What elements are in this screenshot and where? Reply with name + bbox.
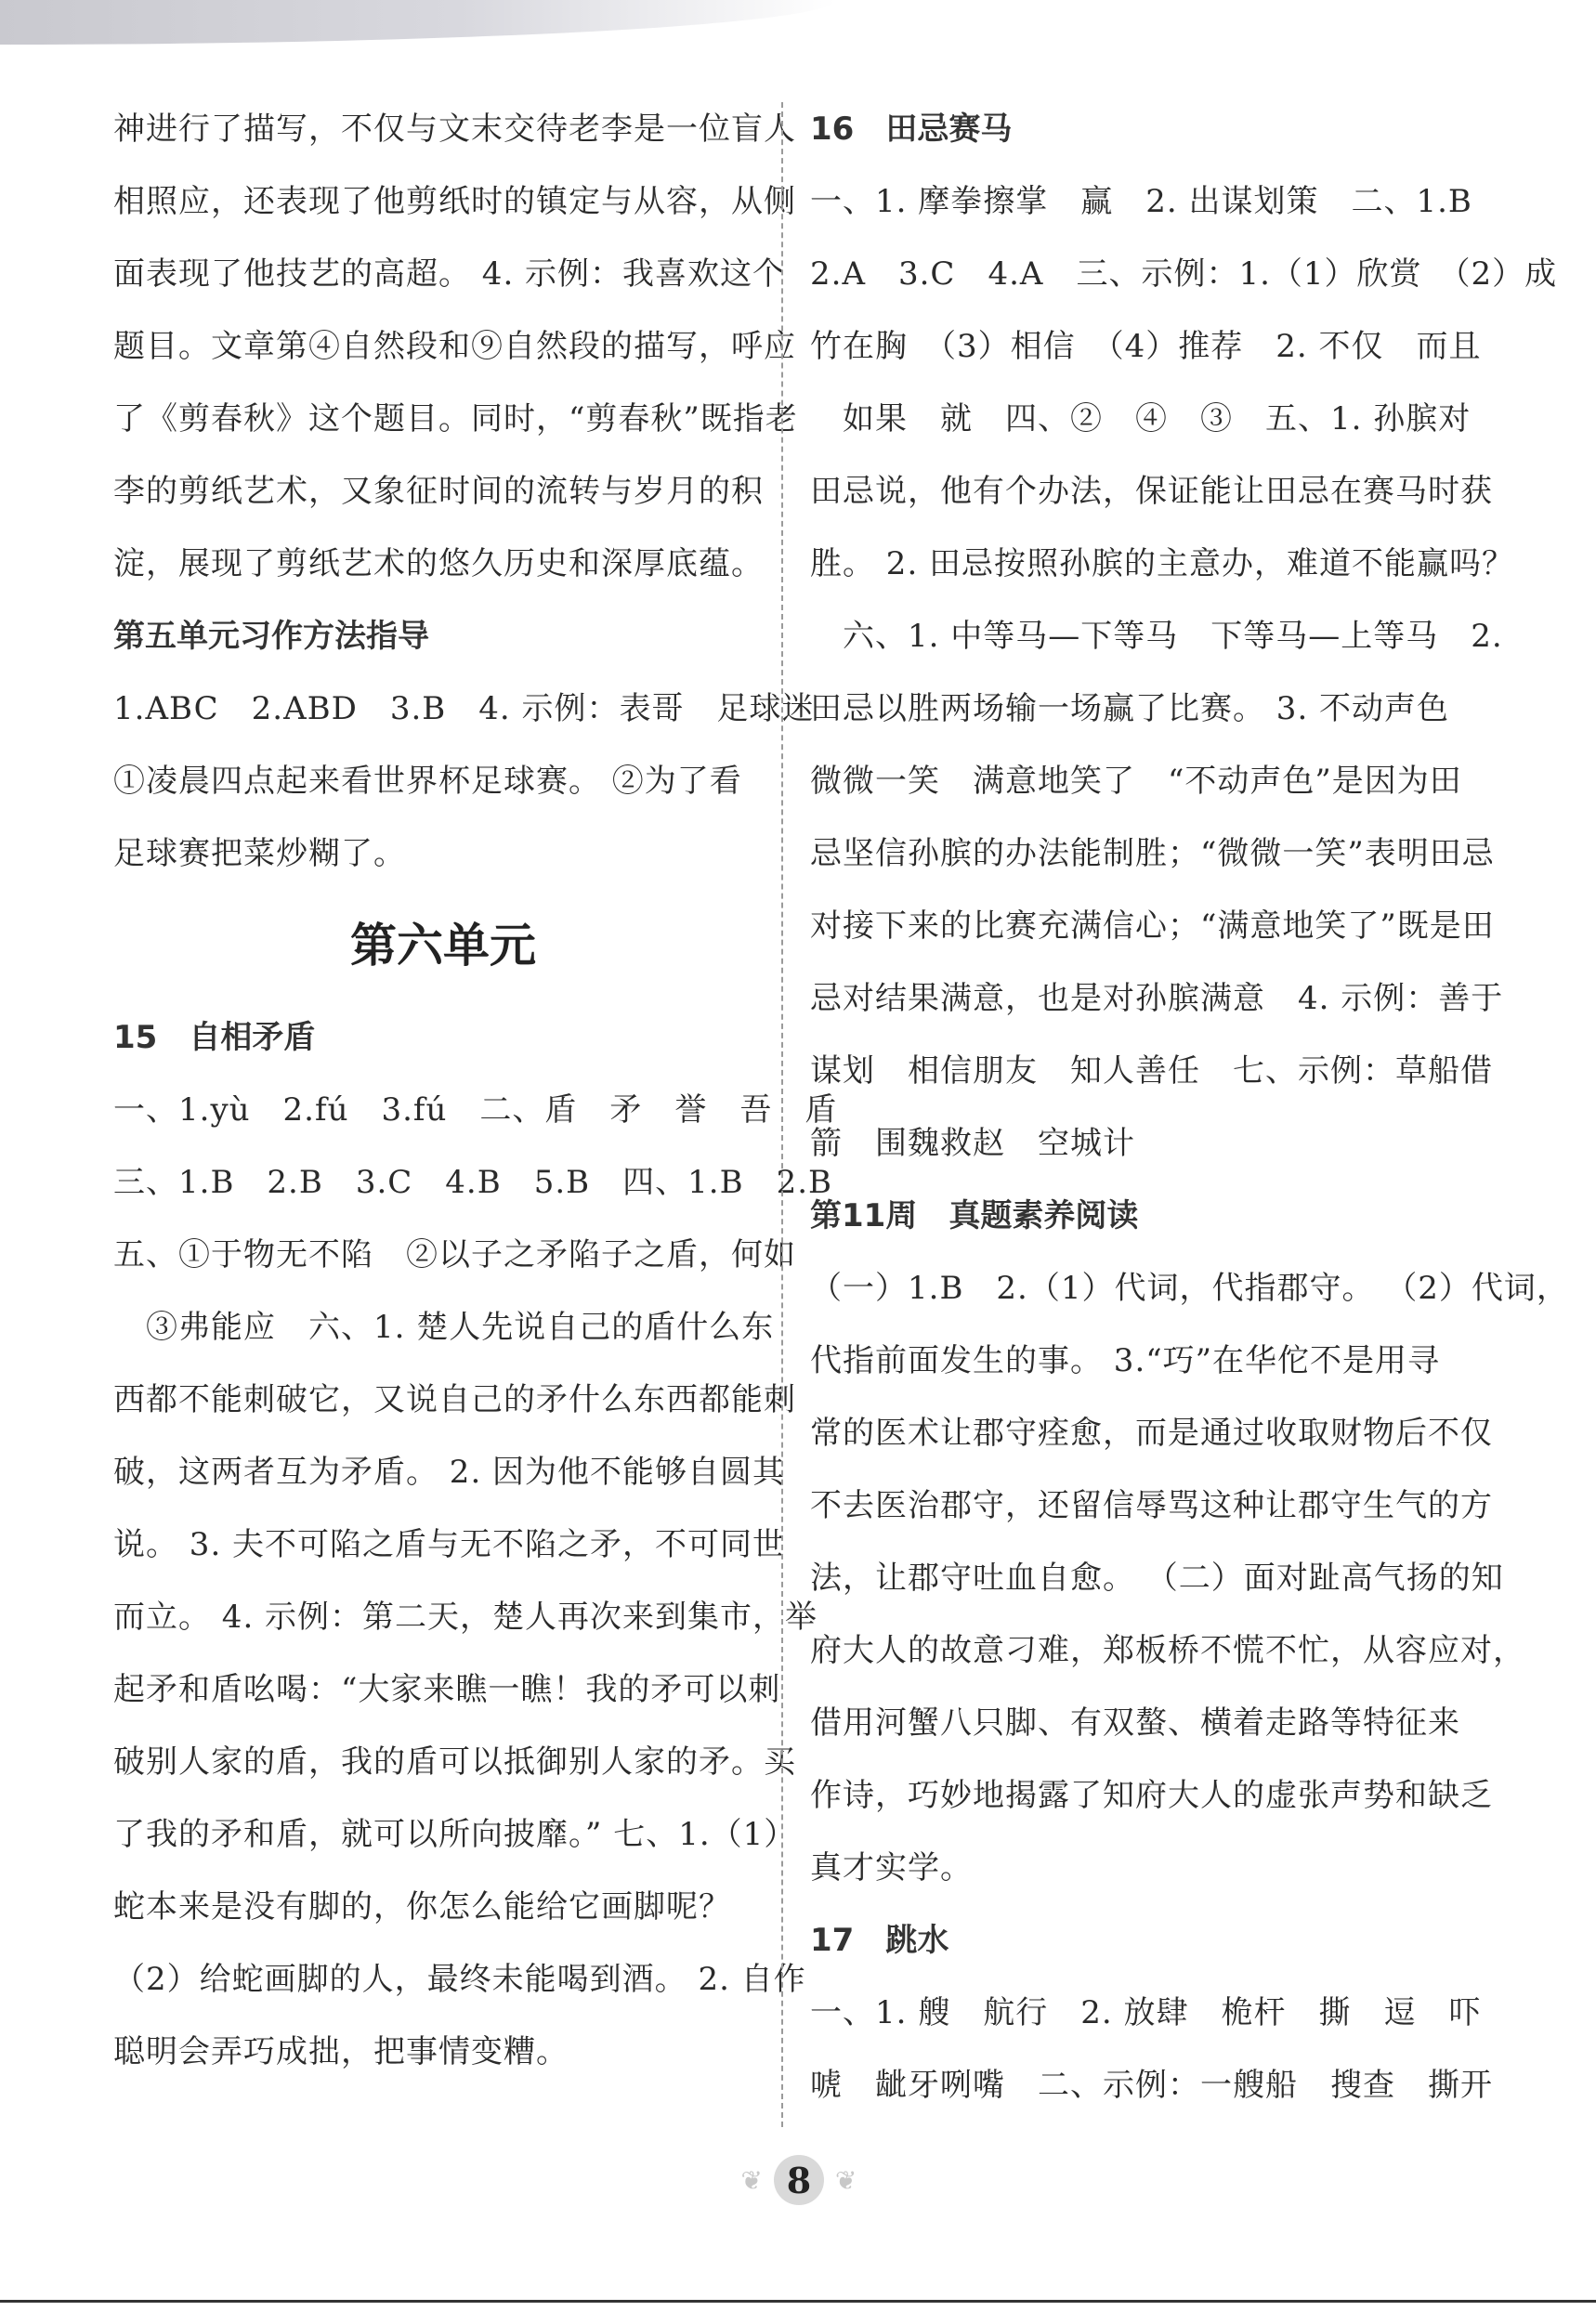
section-heading: 第11周 真题素养阅读 <box>810 1197 1139 1234</box>
text-line: ①凌晨四点起来看世界杯足球赛。 ②为了看 <box>113 763 742 800</box>
text-line: 谋划 相信朋友 知人善任 七、示例：草船借 <box>810 1052 1493 1090</box>
text-line: 题目。文章第④自然段和⑨自然段的描写，呼应 <box>113 328 796 365</box>
bottom-rule <box>0 2300 1596 2303</box>
text-line: 忌坚信孙膑的办法能制胜；“微微一笑”表明田忌 <box>810 835 1495 872</box>
text-line: 破别人家的盾，我的盾可以抵御别人家的矛。买 <box>113 1743 796 1781</box>
text-line: 常的医术让郡守痊愈，而是通过收取财物后不仅 <box>810 1415 1493 1452</box>
text-line: 起矛和盾吆喝：“大家来瞧一瞧！我的矛可以刺 <box>113 1671 781 1708</box>
text-line: 不去医治郡守，还留信辱骂这种让郡守生气的方 <box>810 1487 1493 1524</box>
text-line: 微微一笑 满意地笑了 “不动声色”是因为田 <box>810 763 1462 800</box>
text-line: 1.ABC 2.ABD 3.B 4. 示例：表哥 足球迷 <box>113 690 815 727</box>
text-line: 了《剪春秋》这个题目。同时，“剪春秋”既指老 <box>113 400 798 437</box>
text-line: 胜。 2. 田忌按照孙膑的主意办，难道不能赢吗？ <box>810 545 1515 582</box>
text-line: 面表现了他技艺的高超。 4. 示例：我喜欢这个 <box>113 255 786 293</box>
text-line: 忌对结果满意，也是对孙膑满意 4. 示例：善于 <box>810 980 1504 1017</box>
page-number-footer <box>715 2148 883 2213</box>
text-line: 田忌说，他有个办法，保证能让田忌在赛马时获 <box>810 473 1493 510</box>
text-line: 借用河蟹八只脚、有双螯、横着走路等特征来 <box>810 1704 1460 1742</box>
text-line: 一、1.yù 2.fú 3.fú 二、盾 矛 誉 吾 盾 <box>113 1091 838 1129</box>
right-column <box>810 93 1569 2122</box>
section-heading: 16 田忌赛马 <box>810 111 1013 148</box>
section-heading: 15 自相矛盾 <box>113 1019 316 1056</box>
text-line: 李的剪纸艺术，又象征时间的流转与岁月的积 <box>113 473 764 510</box>
text-line: 箭 围魏救赵 空城计 <box>810 1125 1135 1162</box>
text-line: 2.A 3.C 4.A 三、示例：1.（1）欣赏 （2）成 <box>810 255 1558 293</box>
text-line: 足球赛把菜炒糊了。 <box>113 835 406 872</box>
text-line: 相照应，还表现了他剪纸时的镇定与从容，从侧 <box>113 183 796 220</box>
text-line: （一）1.B 2.（1）代词，代指郡守。 （2）代词， <box>810 1270 1569 1307</box>
page-number: 8 <box>774 2155 824 2205</box>
text-line: 而立。 4. 示例：第二天，楚人再次来到集市，举 <box>113 1599 818 1636</box>
text-line: 对接下来的比赛充满信心；“满意地笑了”既是田 <box>810 907 1495 945</box>
text-line: 竹在胸 （3）相信 （4）推荐 2. 不仅 而且 <box>810 328 1482 365</box>
text-line: 一、1. 艘 航行 2. 放肆 桅杆 撕 逗 吓 <box>810 1994 1482 2031</box>
column-divider <box>781 102 783 2127</box>
left-column <box>113 93 838 2088</box>
text-line: 代指前面发生的事。 3.“巧”在华佗不是用寻 <box>810 1342 1441 1379</box>
text-line: 法，让郡守吐血自愈。 （二）面对趾高气扬的知 <box>810 1560 1504 1597</box>
text-line: 神进行了描写，不仅与文末交待老李是一位盲人 <box>113 111 796 148</box>
text-line: 说。 3. 夫不可陷之盾与无不陷之矛，不可同世 <box>113 1526 786 1563</box>
text-line: ③弗能应 六、1. 楚人先说自己的盾什么东 <box>113 1309 775 1346</box>
text-line: 府大人的故意刁难，郑板桥不慌不忙，从容应对， <box>810 1632 1525 1669</box>
text-line: 唬 龇牙咧嘴 二、示例：一艘船 搜查 撕开 <box>810 2067 1493 2104</box>
text-line: 淀，展现了剪纸艺术的悠久历史和深厚底蕴。 <box>113 545 764 582</box>
text-line: 一、1. 摩拳擦掌 赢 2. 出谋划策 二、1.B <box>810 183 1472 220</box>
text-line: 聪明会弄巧成拙，把事情变糟。 <box>113 2033 569 2070</box>
text-line: 蛇本来是没有脚的，你怎么能给它画脚呢？ <box>113 1888 731 1926</box>
text-line: 西都不能刺破它，又说自己的矛什么东西都能刺 <box>113 1381 796 1418</box>
text-line: 五、①于物无不陷 ②以子之矛陷子之盾，何如 <box>113 1236 796 1273</box>
text-line: 田忌以胜两场输一场赢了比赛。 3. 不动声色 <box>810 690 1450 727</box>
text-line: 如果 就 四、② ④ ③ 五、1. 孙膑对 <box>810 400 1472 437</box>
top-decorative-band <box>0 0 836 45</box>
text-line: 作诗，巧妙地揭露了知府大人的虚张声势和缺乏 <box>810 1777 1493 1814</box>
leaf-ornament-left-icon: ❦ <box>740 2164 763 2196</box>
unit-title: 第六单元 <box>350 919 536 973</box>
text-line: 了我的矛和盾，就可以所向披靡。” 七、1.（1） <box>113 1816 797 1853</box>
text-line: 三、1.B 2.B 3.C 4.B 5.B 四、1.B 2.B <box>113 1164 833 1201</box>
text-line: 真才实学。 <box>810 1849 973 1887</box>
text-line: 六、1. 中等马—下等马 下等马—上等马 2. <box>810 618 1503 655</box>
section-heading: 第五单元习作方法指导 <box>113 618 429 655</box>
text-line: （2）给蛇画脚的人，最终未能喝到酒。 2. 自作 <box>113 1961 806 1998</box>
text-line: 破，这两者互为矛盾。 2. 因为他不能够自圆其 <box>113 1454 786 1491</box>
leaf-ornament-right-icon: ❦ <box>835 2164 857 2196</box>
section-heading: 17 跳水 <box>810 1922 949 1959</box>
